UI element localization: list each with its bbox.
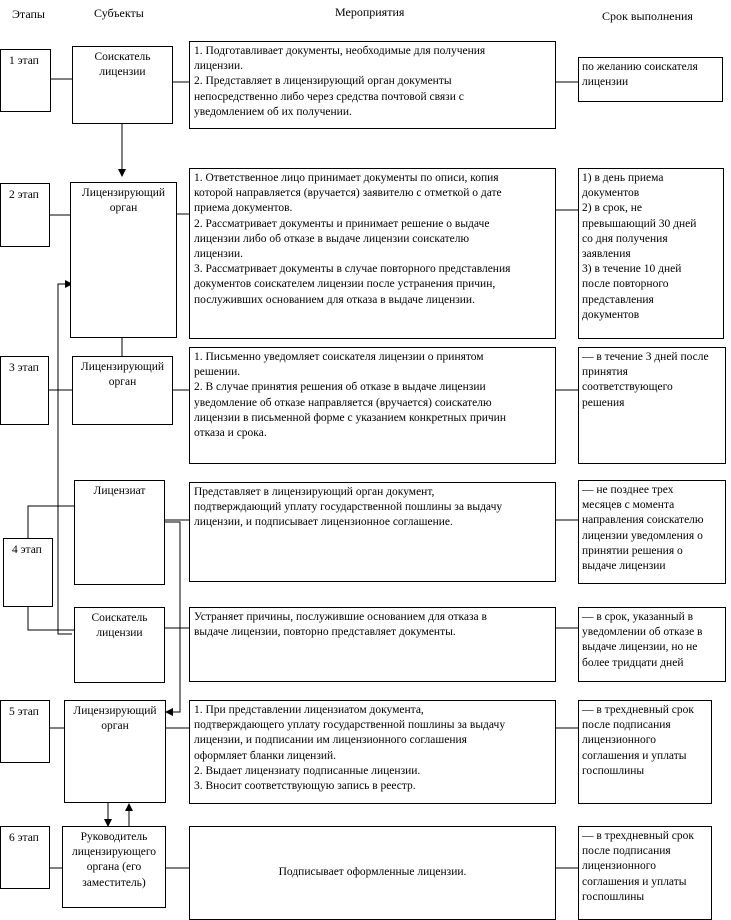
stage-box-5 xyxy=(0,700,50,763)
deadline-line: выдаче лицензии xyxy=(582,560,666,573)
deadline-line: госпошлины xyxy=(582,764,645,777)
stage-label: 5 этап xyxy=(9,706,39,718)
activity-line: 3. Рассматривает документы в случае повторного представления xyxy=(194,263,511,276)
activity-line: 1. Ответственное лицо принимает документы по описи, копия xyxy=(194,172,499,184)
subject-box-7 xyxy=(62,826,166,908)
activity-line: которой направляется (вручается) заявителю с отметкой о дате xyxy=(194,187,502,200)
deadline-box-6 xyxy=(578,700,712,804)
deadline-line: принятии решения о xyxy=(582,544,683,557)
deadline-box-7 xyxy=(578,826,712,920)
deadline-line: 2) в срок, не xyxy=(582,202,642,215)
activity-line: послуживших основанием для отказа в выдаче лицензии. xyxy=(194,293,475,306)
deadline-line: 1) в день приема xyxy=(582,172,664,184)
activity-box-1 xyxy=(189,41,556,129)
subject-line: Лицензирующий xyxy=(73,705,157,717)
activity-line: лицензии в письменной форме с указанием конкретных причин xyxy=(194,411,506,424)
subject-line: Соискатель xyxy=(94,51,151,63)
subject-line: лицензии xyxy=(99,66,146,79)
deadline-line: — в трехдневный срок xyxy=(582,704,694,716)
subject-box-5 xyxy=(74,607,165,683)
activity-line: уведомление об отказе направляется (вручается) соискателю xyxy=(194,396,492,409)
deadline-line: по желанию соискателя xyxy=(582,61,698,73)
deadline-line: принятия xyxy=(582,366,628,379)
subject-box-6 xyxy=(64,700,166,803)
activity-line: подтверждающий уплату государственной пошлины за выдачу xyxy=(194,501,503,514)
subject-box-2 xyxy=(70,182,177,338)
stage-label: 2 этап xyxy=(9,189,39,201)
activity-line: 2. Выдает лицензиату подписанные лицензии. xyxy=(194,764,421,777)
activity-line: документов соискателем лицензии после устранения причин, xyxy=(194,278,496,291)
subject-line: Лицензирующий xyxy=(81,187,166,199)
activity-line: непосредственно либо через средства почтовой связи с xyxy=(194,90,464,103)
activity-box-2 xyxy=(189,168,556,339)
activity-box-6 xyxy=(189,700,556,804)
activity-line: 2. Представляет в лицензирующий орган документы xyxy=(194,75,452,88)
activity-line: подтверждающего уплату государственной пошлины за выдачу xyxy=(194,719,506,732)
header-deadline: Срок выполнения xyxy=(602,9,693,23)
deadline-line: выдаче лицензии, но не xyxy=(582,641,698,654)
subject-line: заместитель) xyxy=(82,876,146,889)
activity-box-7 xyxy=(189,826,556,920)
activity-box-3 xyxy=(189,347,556,464)
activity-line: 1. При представлении лицензиатом документа, xyxy=(194,704,424,716)
deadline-line: — не позднее трех xyxy=(582,484,674,496)
deadline-line: документов xyxy=(582,187,640,200)
activity-box-4 xyxy=(189,482,556,582)
deadline-line: лицензионного xyxy=(582,734,656,747)
deadline-line: — в трехдневный срок xyxy=(582,830,694,842)
deadline-line: после подписания xyxy=(582,719,671,732)
deadline-box-3 xyxy=(578,347,726,464)
deadline-line: решения xyxy=(582,396,625,409)
activity-line: оформляет бланки лицензий. xyxy=(194,749,337,762)
subject-line: Лицензирующий xyxy=(80,361,165,373)
activity-line: уведомлением об их получении. xyxy=(194,105,352,118)
deadline-line: госпошлины xyxy=(582,890,645,903)
subject-line: Соискатель xyxy=(91,612,148,624)
subject-line: Лицензиат xyxy=(93,485,146,497)
deadline-line: после подписания xyxy=(582,845,671,858)
activity-line: 2. В случае принятия решения об отказе в выдаче лицензии xyxy=(194,381,486,394)
deadline-line: превышающий 30 дней xyxy=(582,217,697,230)
subject-box-4 xyxy=(74,480,165,585)
stage-box-2 xyxy=(0,183,50,247)
activity-line: Подписывает оформленные лицензии. xyxy=(278,866,467,879)
deadline-box-5 xyxy=(578,607,726,682)
stage-box-6 xyxy=(0,826,50,889)
subject-line: орган xyxy=(108,376,137,389)
activity-line: 1. Письменно уведомляет соискателя лицензии о принятом xyxy=(194,351,484,363)
deadline-line: представления xyxy=(582,293,654,306)
deadline-box-1 xyxy=(578,57,723,102)
stage-label: 3 этап xyxy=(9,362,39,374)
activity-line: отказа и срока. xyxy=(194,427,267,440)
deadline-line: документов xyxy=(582,308,640,321)
deadline-line: заявления xyxy=(582,248,631,261)
stage-box-1 xyxy=(0,49,51,112)
activity-line: 1. Подготавливает документы, необходимые для получения xyxy=(194,45,486,57)
stage-label: 1 этап xyxy=(9,55,39,67)
header-subjects: Субъекты xyxy=(94,6,144,20)
activity-line: лицензии, и подписывает лицензионное соглашение. xyxy=(194,516,453,529)
deadline-line: — в течение 3 дней после xyxy=(582,351,709,363)
header-stages: Этапы xyxy=(12,7,45,21)
activity-line: 2. Рассматривает документы и принимает решение о выдаче xyxy=(194,217,490,230)
connector-arrow xyxy=(165,522,180,712)
header-activities: Мероприятия xyxy=(335,5,405,19)
deadline-line: после повторного xyxy=(582,278,669,291)
deadline-line: — в срок, указанный в xyxy=(582,611,694,623)
deadline-line: направления соискателю xyxy=(582,514,704,527)
subject-line: орган xyxy=(101,720,129,733)
activity-box-5 xyxy=(189,607,556,682)
deadline-line: лицензии xyxy=(582,76,629,89)
subject-line: органа (его xyxy=(86,861,142,874)
deadline-line: уведомлении об отказе в xyxy=(582,626,703,639)
deadline-line: лицензии уведомления о xyxy=(582,529,703,542)
activity-line: лицензии либо об отказе в выдаче лицензии соискателю xyxy=(194,232,470,245)
activity-line: лицензии. xyxy=(194,248,244,261)
deadline-line: соглашения и уплаты xyxy=(582,875,687,888)
stage-label: 6 этап xyxy=(9,832,39,844)
stage-box-4 xyxy=(3,538,53,607)
subject-line: орган xyxy=(109,202,138,215)
deadline-line: более тридцати дней xyxy=(582,656,684,669)
activity-line: выдаче лицензии, повторно представляет документы. xyxy=(194,626,456,639)
deadline-line: соглашения и уплаты xyxy=(582,749,687,762)
deadline-line: месяцев с момента xyxy=(582,499,675,512)
stage-box-3 xyxy=(0,356,49,425)
stage-label: 4 этап xyxy=(12,544,42,556)
activity-line: Представляет в лицензирующий орган документ, xyxy=(194,486,435,498)
subject-line: лицензии xyxy=(96,627,143,640)
activity-line: лицензии. xyxy=(194,60,244,73)
activity-line: приема документов. xyxy=(194,202,293,215)
deadline-line: соответствующего xyxy=(582,381,673,394)
deadline-box-2 xyxy=(578,168,724,339)
subject-line: лицензирующего xyxy=(71,846,157,859)
deadline-box-4 xyxy=(578,480,726,584)
activity-line: 3. Вносит соответствующую запись в реестр. xyxy=(194,780,416,793)
subject-box-3 xyxy=(72,356,173,425)
deadline-line: со дня получения xyxy=(582,232,668,245)
activity-line: решении. xyxy=(194,366,241,379)
deadline-line: лицензионного xyxy=(582,860,656,873)
connector-line xyxy=(28,607,74,630)
activity-line: Устраняет причины, послужившие основанием для отказа в xyxy=(194,611,487,623)
activity-line: лицензии, и подписании им лицензионного соглашения xyxy=(194,734,467,747)
subject-line: Руководитель xyxy=(80,831,148,843)
subject-box-1 xyxy=(72,46,173,124)
deadline-line: 3) в течение 10 дней xyxy=(582,263,682,276)
